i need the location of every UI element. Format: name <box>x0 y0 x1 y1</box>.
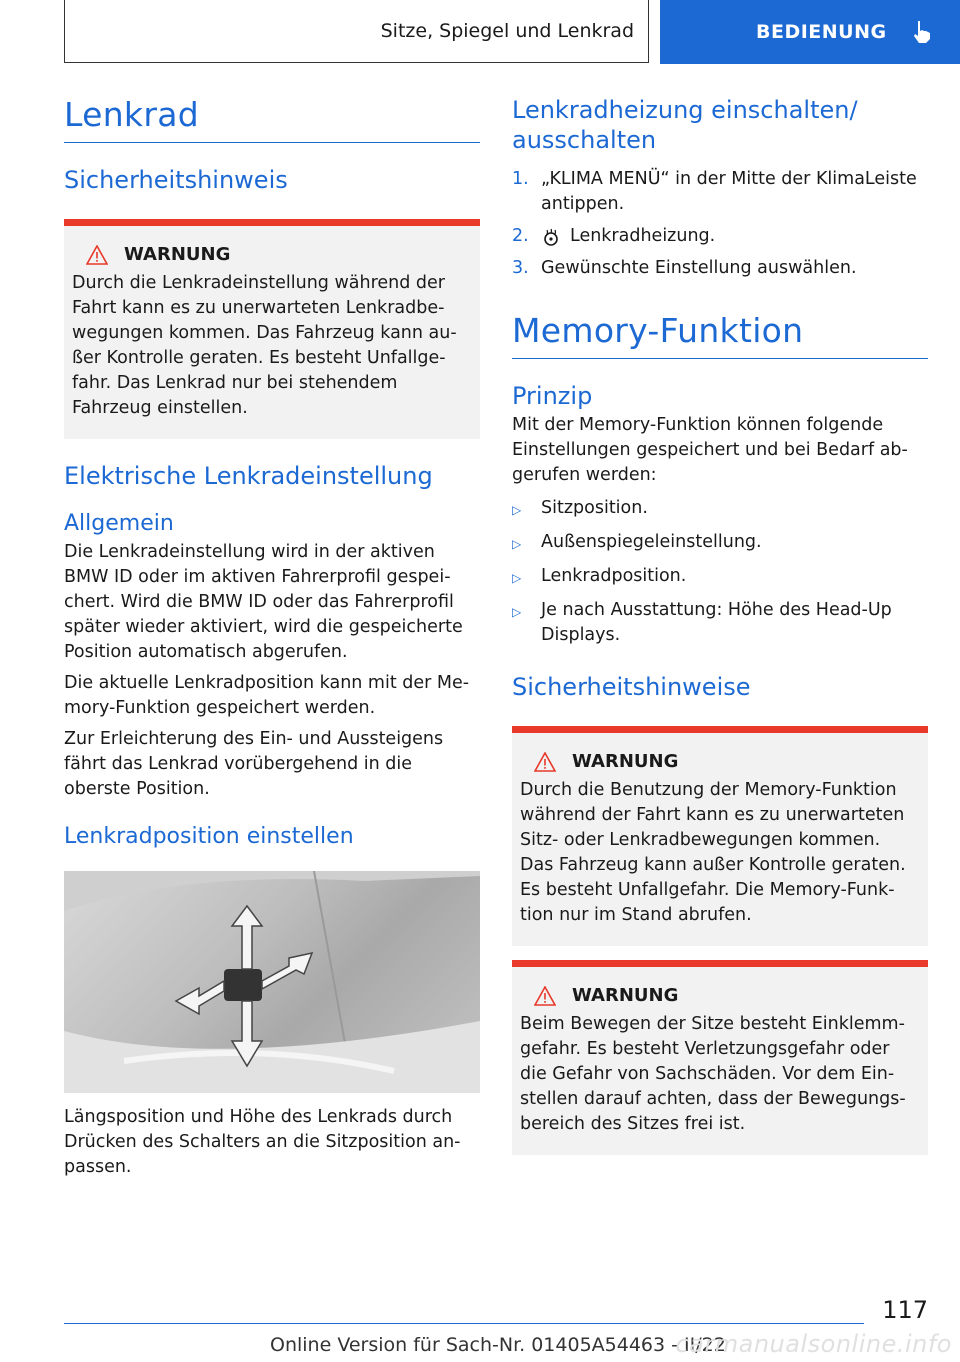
list-item <box>512 530 928 557</box>
list-item-text: Sitzposition. <box>541 498 648 518</box>
principle-text: Mit der Memory-Funktion können folgende Einstellungen gespeichert und bei Bedarf abgerufen werden: <box>512 415 908 485</box>
left-column <box>64 95 480 1180</box>
warning-label: WARNUNG <box>572 985 679 1006</box>
principle-heading: Prinzip <box>512 382 593 410</box>
general-heading: Allgemein <box>64 511 174 536</box>
electric-adjustment-heading: Elektrische Lenkradeinstellung <box>64 462 433 490</box>
triangle-bullet-icon: ▷ <box>512 503 522 517</box>
list-item <box>512 564 928 591</box>
triangle-bullet-icon: ▷ <box>512 605 522 619</box>
step-text: „KLIMA MENÜ“ in der Mitte der KlimaLeiste antippen. <box>541 169 917 214</box>
header-section-title <box>64 0 649 63</box>
warning-text: Beim Bewegen der Sitze besteht Einklemmgefahr. Es besteht Verletzungsgefahr oder die Gefahr von Sachschäden. Vor dem Einstellen darauf achten, dass der Bewegungsbereich des Sitzes frei ist. <box>520 1014 906 1134</box>
watermark: carmanualsonline.info <box>675 1330 952 1358</box>
step-number: 3. <box>512 258 529 278</box>
memory-function-title: Memory-Funktion <box>512 311 804 350</box>
list-item-text: Lenkradposition. <box>541 566 687 586</box>
heating-steps <box>512 167 928 281</box>
page-title-steering-wheel: Lenkrad <box>64 95 199 134</box>
general-paragraph-2: Die aktuelle Lenkradposition kann mit der Memory-Funktion gespeichert werden. <box>64 673 470 718</box>
pointing-hand-icon <box>909 19 935 45</box>
header-chapter <box>660 0 960 64</box>
step-item <box>512 224 928 249</box>
triangle-bullet-icon: ▷ <box>512 537 522 551</box>
page-number: 117 <box>882 1296 928 1324</box>
step-text: Lenkradheizung. <box>570 226 716 246</box>
general-paragraph-1: Die Lenkradeinstellung wird in der aktiven BMW ID oder im aktiven Fahrerprofil gespeichert. Wird die BMW ID oder das Fahrerprofil später wieder aktiviert, wird die gespeicherte Position automatisch abgerufen. <box>64 542 463 662</box>
warning-box <box>512 726 928 946</box>
warning-label: WARNUNG <box>572 751 679 772</box>
triangle-bullet-icon: ▷ <box>512 571 522 585</box>
step-item <box>512 167 928 217</box>
safety-note-heading: Sicherheitshinweis <box>64 166 288 194</box>
list-item-text: Je nach Ausstattung: Höhe des Head-Up Displays. <box>541 600 892 645</box>
step-number: 1. <box>512 169 529 189</box>
online-version-note: Online Version für Sach-Nr. 01405A54463 - II/22 <box>270 1334 726 1356</box>
chapter-title: BEDIENUNG <box>756 21 887 43</box>
list-item-text: Außenspiegeleinstellung. <box>541 532 762 552</box>
steering-adjustment-photo <box>64 871 480 1093</box>
warning-text: Durch die Lenkradeinstellung während der Fahrt kann es zu unerwarteten Lenkradbewegungen kommen. Das Fahrzeug kann außer Kontrolle geraten. Es besteht Unfallgefahr. Das Lenkrad nur bei stehendem Fahrzeug einstellen. <box>72 273 457 418</box>
right-column <box>512 95 928 1155</box>
step-text: Gewünschte Einstellung auswählen. <box>541 258 857 278</box>
steering-switch-illustration <box>64 871 480 1093</box>
warning-label: WARNUNG <box>124 244 231 265</box>
warning-text: Durch die Benutzung der Memory-Funktion während der Fahrt kann es zu unerwarteten Sitz- oder Lenkradbewegungen kommen. Das Fahrzeug kann außer Kontrolle geraten. Es besteht Unfallgefahr. Die Memory-Funktion nur im Stand abrufen. <box>520 780 906 925</box>
safety-notes-heading: Sicherheitshinweise <box>512 673 751 701</box>
warning-triangle-icon <box>86 245 108 265</box>
footer-divider <box>64 1323 864 1324</box>
general-paragraph-3: Zur Erleichterung des Ein- und Aussteigens fährt das Lenkrad vorübergehend in die oberste Position. <box>64 729 444 799</box>
list-item <box>512 496 928 523</box>
warning-box <box>64 219 480 439</box>
warning-triangle-icon <box>534 752 556 772</box>
warning-box <box>512 960 928 1155</box>
step-item <box>512 256 928 281</box>
steering-heating-heading: Lenkradheizung einschalten/ ausschalten <box>512 96 858 154</box>
photo-caption: Längsposition und Höhe des Lenkrads durch Drücken des Schalters an die Sitzposition anpassen. <box>64 1107 461 1177</box>
memory-feature-list <box>512 496 928 648</box>
warning-triangle-icon <box>534 986 556 1006</box>
list-item <box>512 598 928 648</box>
step-number: 2. <box>512 226 529 246</box>
heated-steering-wheel-icon <box>541 227 561 247</box>
position-heading: Lenkradposition einstellen <box>64 824 354 849</box>
section-title: Sitze, Spiegel und Lenkrad <box>380 20 634 42</box>
